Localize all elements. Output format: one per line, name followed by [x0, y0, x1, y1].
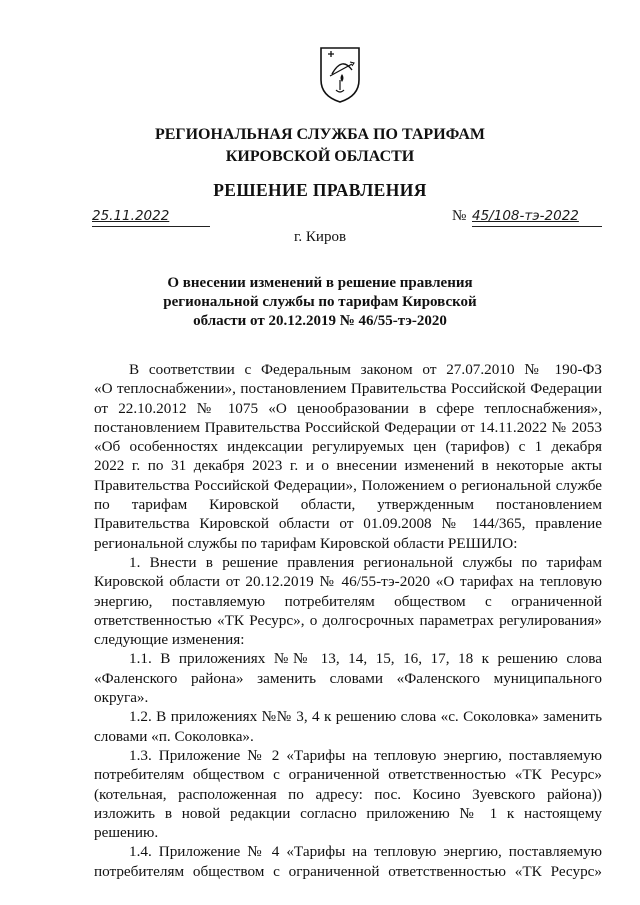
text-line: от 22.10.2012 № 1075 «О ценообразовании в сфере теплоснабжения», — [94, 399, 602, 417]
text-line: 1.1. В приложениях №№ 13, 14, 15, 16, 17, 18 к решению слова — [129, 650, 602, 668]
text-line: 1.2. В приложениях №№ 3, 4 к решению слова «с. Соколовка» заменить — [129, 708, 602, 726]
text-line: потребителям обществом с ограниченной ответственностью «ТК Ресурс» — [94, 862, 602, 880]
item-1-1-paragraph — [94, 649, 602, 707]
text-line: региональной службы по тарифам Кировской области РЕШИЛО: — [94, 534, 518, 552]
text-line: Правительства Кировской области от 01.09.2008 № 144/365, правление — [94, 515, 602, 533]
item-1-2-paragraph — [94, 707, 602, 746]
text-line: Кировской области от 20.12.2019 № 46/55-тэ-2020 «О тарифах на тепловую — [94, 573, 602, 591]
text-line: решению. — [94, 824, 159, 842]
item-1-paragraph — [94, 553, 602, 649]
text-line: следующие изменения: — [94, 631, 245, 649]
text-line: 1. Внести в решение правления региональной службы по тарифам — [129, 553, 602, 571]
authority-line-1: РЕГИОНАЛЬНАЯ СЛУЖБА ПО ТАРИФАМ — [154, 126, 486, 143]
text-line: округа». — [94, 689, 149, 707]
number-sign: № — [452, 208, 467, 224]
decision-body — [94, 360, 602, 881]
text-line: энергию, поставляемую потребителям обществом с ограниченной — [94, 592, 602, 610]
text-line: (котельная, расположенная по адресу: пос. Косино Зуевского района)) — [94, 785, 602, 803]
text-line: потребителям обществом с ограниченной ответственностью «ТК Ресурс» — [94, 766, 602, 784]
text-line: словами «п. Соколовка». — [94, 727, 254, 745]
item-1-3-paragraph — [94, 746, 602, 842]
text-line: «Фаленского района» заменить словами «Фаленского муниципального — [94, 669, 602, 687]
item-1-4-paragraph — [94, 842, 602, 881]
text-line: 1.4. Приложение № 4 «Тарифы на тепловую энергию, поставляемую — [129, 843, 602, 861]
handwritten-number: 45/108-тэ-2022 — [472, 208, 602, 227]
kirov-coat-of-arms-icon — [318, 46, 362, 104]
text-line: «О теплоснабжении», постановлением Правительства Российской Федерации — [94, 380, 602, 398]
handwritten-date: 25.11.2022 — [92, 208, 210, 227]
preamble-paragraph — [94, 360, 602, 553]
text-line: 1.3. Приложение № 2 «Тарифы на тепловую энергию, поставляемую — [129, 746, 602, 764]
text-line: постановлением Правительства Российской Федерации от 14.11.2022 № 2053 — [94, 418, 602, 436]
text-line: по тарифам Кировской области, утвержденным постановлением — [94, 496, 602, 514]
authority-line-2: КИРОВСКОЙ ОБЛАСТИ — [225, 148, 415, 165]
subject-line-3: области от 20.12.2019 № 46/55-тэ-2020 — [193, 313, 447, 329]
text-line: изложить в новой редакции согласно приложению № 1 к настоящему — [94, 804, 602, 822]
subject-line-1: О внесении изменений в решение правления — [167, 275, 473, 291]
document-type: РЕШЕНИЕ ПРАВЛЕНИЯ — [213, 180, 427, 200]
subject-heading — [0, 274, 640, 331]
city: г. Киров — [293, 229, 347, 245]
text-line: «Об особенностях индексации регулируемых цен (тарифов) с 1 декабря — [94, 438, 602, 456]
document-number — [452, 208, 604, 226]
authority-name — [0, 124, 640, 168]
text-line: В соответствии с Федеральным законом от 27.07.2010 № 190-ФЗ — [129, 361, 602, 378]
text-line: ответственностью «ТК Ресурс», о долгосрочных параметрах регулирования» — [94, 611, 602, 629]
text-line: Правительства Российской Федерации», Положением о региональной службе — [94, 476, 602, 494]
subject-line-2: региональной службы по тарифам Кировской — [163, 294, 477, 310]
text-line: 2022 г. по 31 декабря 2023 г. и о внесении изменений в некоторые акты — [94, 457, 602, 475]
